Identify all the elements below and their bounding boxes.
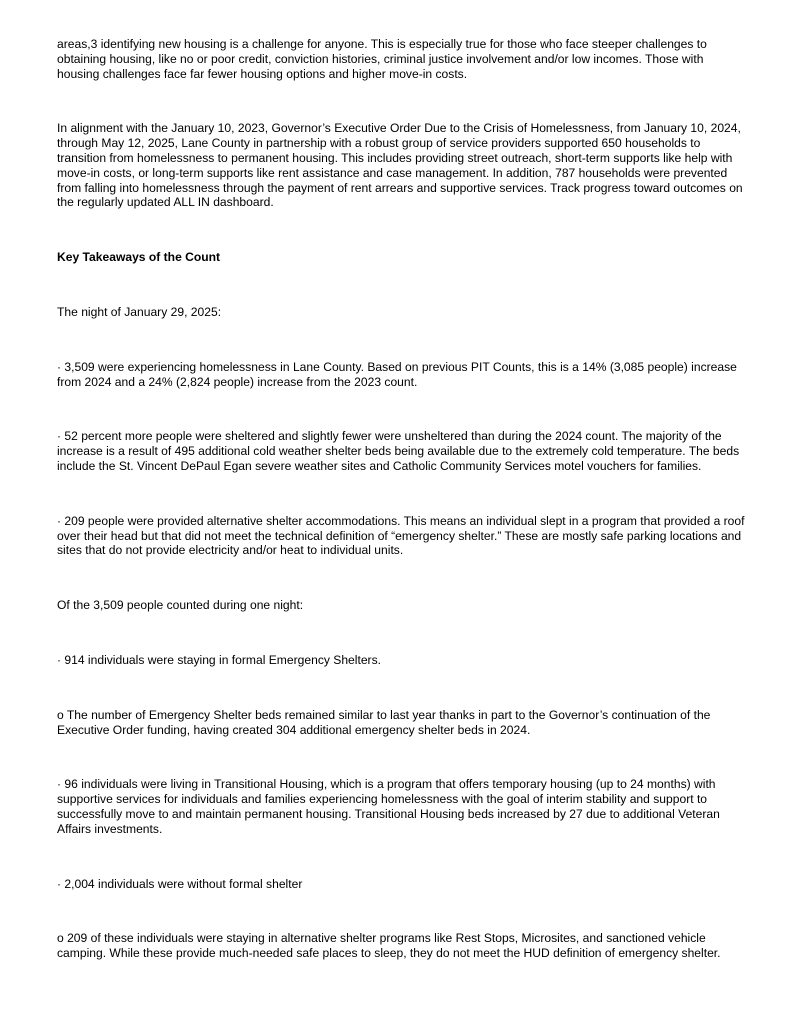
sub-bullet-alternative-programs: o 209 of these individuals were staying in alternative shelter programs like Rest Stops, Microsites, and sanctioned vehicle camping. While these provide much-needed safe places to sleep, they do not meet the HUD definition of emergency shelter. <box>57 931 721 961</box>
bullet-total-homeless: · 3,509 were experiencing homelessness in Lane County. Based on previous PIT Counts, this is a 14% (3,085 people) increase from 2024 and a 24% (2,824 people) increase from the 2023 count. <box>57 359 737 389</box>
bullet-sheltered-increase: · 52 percent more people were sheltered and slightly fewer were unsheltered than during the 2024 count. The majority of the increase is a result of 495 additional cold weather shelter beds being available due to the extremely cold temperature. The beds include the St. Vincent DePaul Egan severe weather sites and Catholic Community Services motel vouchers for families. <box>57 429 740 473</box>
paragraph-intro-continued: areas,3 identifying new housing is a challenge for anyone. This is especially true for those who face steeper challenges to obtaining housing, like no or poor credit, conviction histories, criminal justice involvement and/or low incomes. Those with housing challenges face far fewer housing options and higher move-in costs. <box>57 37 707 81</box>
sub-bullet-emergency-beds: o The number of Emergency Shelter beds remained similar to last year thanks in part to the Governor’s continuation of the Executive Order funding, having created 304 additional emergency shelter beds in 2024. <box>57 707 711 737</box>
section-heading-key-takeaways: Key Takeaways of the Count <box>57 250 221 265</box>
bullet-transitional-housing: · 96 individuals were living in Transitional Housing, which is a program that offers temporary housing (up to 24 months) with supportive services for individuals and families experiencing homelessness with the goal of interim stability and support to successfully move to and maintain permanent housing. Transitional Housing beds increased by 27 due to additional Veteran Affairs investments. <box>57 777 720 836</box>
paragraph-of-the-counted: Of the 3,509 people counted during one night: <box>57 598 304 613</box>
bullet-emergency-shelters: · 914 individuals were staying in formal Emergency Shelters. <box>57 652 381 667</box>
document-page <box>57 37 747 961</box>
paragraph-executive-order: In alignment with the January 10, 2023, Governor’s Executive Order Due to the Crisis of Homelessness, from January 10, 2024, through May 12, 2025, Lane County in partnership with a robust group of service providers supported 650 households to transition from homelessness to permanent housing. This includes providing street outreach, short-term supports like help with move-in costs, or long-term supports like rent assistance and case management. In addition, 787 households were prevented from falling into homelessness through the payment of rent arrears and supportive services. Track progress toward outcomes on the regularly updated ALL IN dashboard. <box>57 121 743 210</box>
paragraph-night-of: The night of January 29, 2025: <box>57 304 222 319</box>
bullet-alternative-shelter: · 209 people were provided alternative shelter accommodations. This means an individual slept in a program that provided a roof over their head but that did not meet the technical definition of “emergency shelter.” These are mostly safe parking locations and sites that do not provide electricity and/or heat to individual units. <box>57 513 745 558</box>
bullet-without-shelter: · 2,004 individuals were without formal shelter <box>57 876 303 891</box>
